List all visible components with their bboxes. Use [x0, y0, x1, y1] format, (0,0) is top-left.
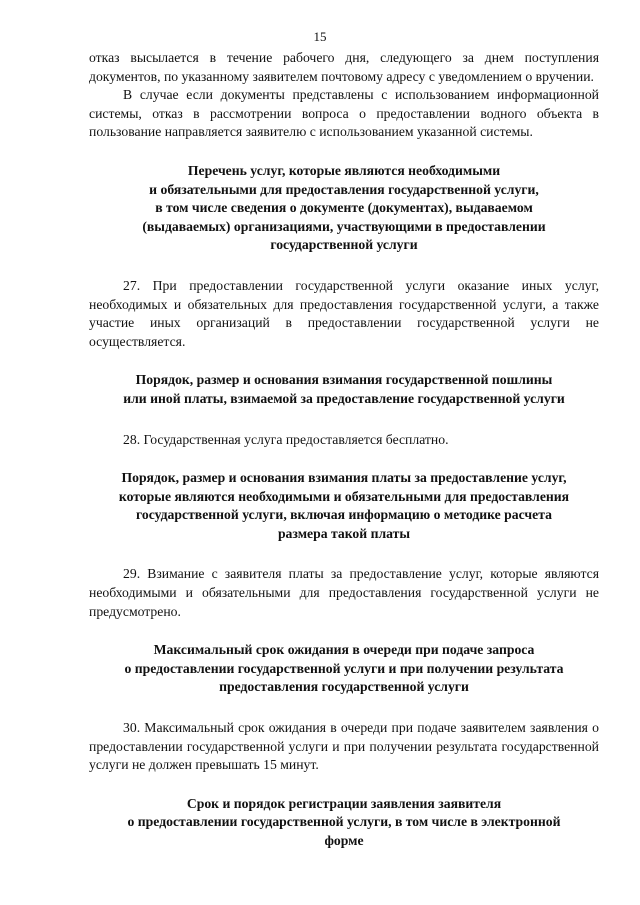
- heading-line: о предоставлении государственной услуги, в том числе в электронной: [127, 814, 561, 830]
- heading-state-duty: [89, 371, 599, 408]
- heading-line: Перечень услуг, которые являются необходимыми: [187, 162, 501, 178]
- heading-queue-time: [89, 641, 599, 697]
- heading-line: Максимальный срок ожидания в очереди при подаче запроса: [153, 642, 535, 658]
- heading-line: в том числе сведения о документе (документах), выдаваемом: [155, 200, 533, 216]
- heading-line: предоставления государственной услуги: [219, 679, 469, 695]
- heading-line: о предоставлении государственной услуги и при получении результата: [124, 660, 564, 676]
- heading-line: (выдаваемых) организациями, участвующими в предоставлении: [142, 218, 546, 234]
- heading-registration: [89, 795, 599, 851]
- heading-line: которые являются необходимыми и обязательными для предоставления: [118, 488, 570, 504]
- heading-fee-for-services: [89, 469, 599, 543]
- page-number: 15: [313, 29, 327, 44]
- heading-line: Порядок, размер и основания взимания платы за предоставление услуг,: [121, 470, 567, 486]
- paragraph-28: 28. Государственная услуга предоставляется бесплатно.: [123, 431, 449, 447]
- heading-line: форме: [324, 833, 364, 848]
- heading-line: Порядок, размер и основания взимания государственной пошлины: [135, 372, 553, 388]
- heading-line: или иной платы, взимаемой за предоставление государственной услуги: [123, 390, 565, 406]
- paragraph-29: 29. Взимание с заявителя платы за предоставление услуг, которые являются необходимыми и обязательными для предоставления государственной услуги не предусмотрено.: [89, 566, 599, 619]
- heading-line: и обязательными для предоставления государственной услуги,: [149, 181, 539, 197]
- paragraph-30: 30. Максимальный срок ожидания в очереди при подаче заявителем заявления о предоставлении государственной услуги и при получении результата государственной услуги не должен превышать 15 минут.: [89, 720, 599, 773]
- heading-line: государственной услуги: [270, 237, 418, 253]
- heading-required-services: [89, 162, 599, 255]
- paragraph-refusal-electronic: В случае если документы представлены с использованием информационной системы, отказ в рассмотрении вопроса о предоставлении водного объекта в пользование направляется заявителю с использованием указанной системы.: [89, 87, 599, 140]
- heading-line: размера такой платы: [277, 525, 411, 541]
- heading-line: Срок и порядок регистрации заявления заявителя: [186, 795, 502, 811]
- page-content: [89, 49, 599, 851]
- paragraph-refusal-mail: отказ высылается в течение рабочего дня, следующего за днем поступления документов, по указанному заявителем почтовому адресу с уведомлением о вручении.: [89, 50, 599, 84]
- heading-line: государственной услуги, включая информацию о методике расчета: [136, 507, 552, 523]
- paragraph-27: 27. При предоставлении государственной услуги оказание иных услуг, необходимых и обязательных для предоставления государственной услуги, а также участие иных организаций в предоставлении государственной услуги не осуществляется.: [89, 277, 599, 349]
